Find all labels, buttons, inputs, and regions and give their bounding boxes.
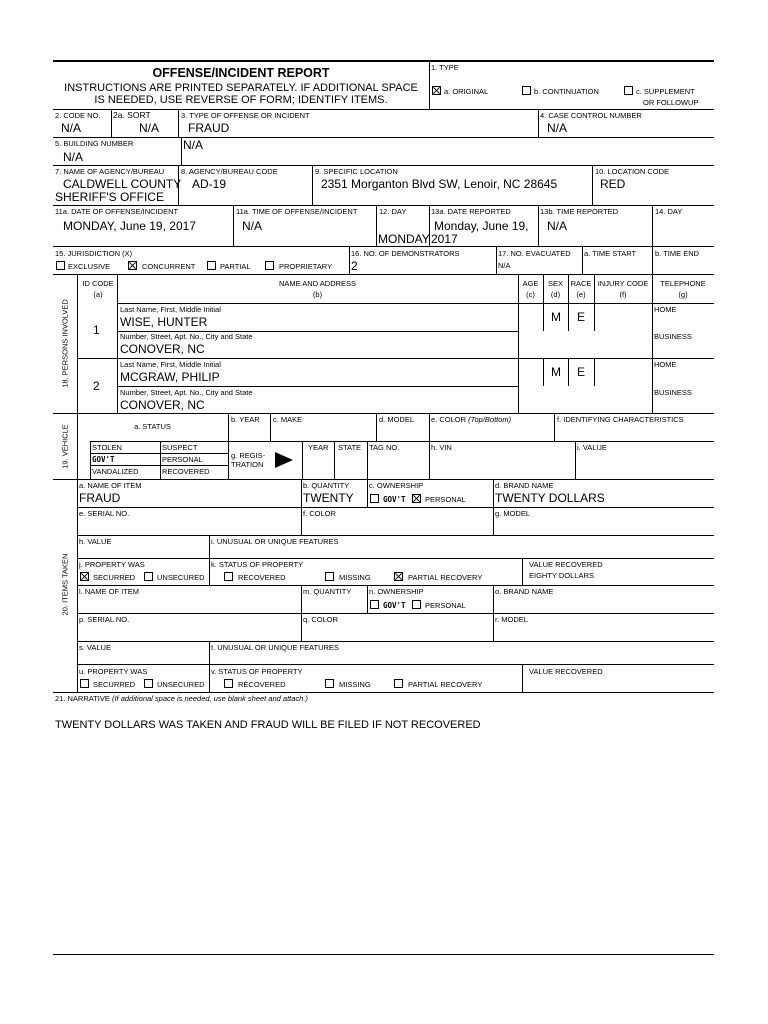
item-color-label: f. COLOR bbox=[303, 509, 336, 518]
location-value[interactable]: 2351 Morganton Blvd SW, Lenoir, NC 28645 bbox=[321, 177, 558, 191]
item2-missing-checkbox[interactable] bbox=[325, 679, 334, 688]
jurisdiction-concurrent-checkbox[interactable] bbox=[128, 261, 137, 270]
age-header: AGE bbox=[522, 279, 539, 288]
item2-property-was-label: u. PROPERTY WAS bbox=[79, 667, 148, 676]
evacuated-value[interactable]: N/A bbox=[498, 261, 511, 270]
sort-value[interactable]: N/A bbox=[139, 121, 160, 135]
person2-business-label: BUSINESS bbox=[654, 388, 692, 397]
agency-label: 7. NAME OF AGENCY/BUREAU bbox=[55, 167, 165, 176]
person2-name-label: Last Name, First, Middle Initial bbox=[120, 360, 221, 369]
vehicle-govt[interactable]: GOV'T bbox=[92, 455, 115, 464]
evacuated-label: 17. NO. EVACUATED bbox=[498, 249, 571, 258]
injury-sub: (f) bbox=[619, 290, 627, 299]
type-continuation-checkbox[interactable] bbox=[522, 86, 531, 95]
person2-address[interactable]: CONOVER, NC bbox=[120, 398, 205, 412]
agency-code-label: 8. AGENCY/BUREAU CODE bbox=[181, 167, 278, 176]
item2-name-label: l. NAME OF ITEM bbox=[79, 587, 139, 596]
time-end-label: b. TIME END bbox=[655, 249, 700, 258]
location-label: 9. SPECIFIC LOCATION bbox=[315, 167, 398, 176]
person1-id[interactable]: 1 bbox=[93, 323, 100, 337]
status-partial-checkbox[interactable] bbox=[394, 572, 403, 581]
time-offense-label: 11a. TIME OF OFFENSE/INCIDENT bbox=[236, 207, 358, 216]
property-secured-label: SECURRED bbox=[93, 573, 136, 582]
item2-quantity-label: m. QUANTITY bbox=[303, 587, 352, 596]
item-ownership-personal-checkbox[interactable] bbox=[412, 494, 421, 503]
age-sub: (c) bbox=[526, 290, 535, 299]
item-model-label: g. MODEL bbox=[495, 509, 531, 518]
page-title: OFFENSE/INCIDENT REPORT bbox=[152, 66, 330, 80]
vehicle-model-label: d. MODEL bbox=[379, 415, 415, 424]
date-offense-value[interactable]: MONDAY, June 19, 2017 bbox=[63, 219, 196, 233]
time-start-label: a. TIME START bbox=[584, 249, 637, 258]
jurisdiction-label: 15. JURISDICTION (X) bbox=[55, 249, 133, 258]
jurisdiction-concurrent-label: CONCURRENT bbox=[142, 262, 196, 271]
date-reported-label: 13a. DATE REPORTED bbox=[431, 207, 511, 216]
property-was-label: j. PROPERTY WAS bbox=[79, 560, 145, 569]
id-code-header: ID CODE bbox=[82, 279, 114, 288]
type-label: 1. TYPE bbox=[431, 63, 459, 72]
item2-value-recovered-label: VALUE RECOVERED bbox=[529, 667, 603, 676]
vehicle-stolen[interactable]: STOLEN bbox=[92, 443, 122, 452]
agency-value-1[interactable]: CALDWELL COUNTY bbox=[63, 177, 182, 191]
narrative-label-note: (If additional space is needed, use blank sheet and attach.) bbox=[111, 694, 308, 703]
jurisdiction-proprietary-checkbox[interactable] bbox=[265, 261, 274, 270]
item2-recovered-label: RECOVERED bbox=[238, 680, 286, 689]
vehicle-color-text: e. COLOR bbox=[431, 415, 469, 424]
vehicle-vin-label: h. VIN bbox=[431, 443, 452, 452]
item-quantity-label: b. QUANTITY bbox=[303, 481, 350, 490]
location-code-label: 10. LOCATION CODE bbox=[595, 167, 670, 176]
item2-ownership-label: n. OWNERSHIP bbox=[369, 587, 424, 596]
vehicle-personal[interactable]: PERSONAL bbox=[162, 455, 203, 464]
item-ownership-govt-label: GOV'T bbox=[383, 495, 406, 504]
day-label: 12. DAY bbox=[379, 207, 407, 216]
item2-recovered-checkbox[interactable] bbox=[224, 679, 233, 688]
case-control-value[interactable]: N/A bbox=[547, 121, 568, 135]
type-supplement-label: c. SUPPLEMENT bbox=[636, 87, 695, 96]
vehicle-recovered[interactable]: RECOVERED bbox=[162, 467, 210, 476]
property-status-label: k. STATUS OF PROPERTY bbox=[211, 560, 304, 569]
persons-section-label: 18. PERSONS INVOLVED bbox=[60, 299, 70, 388]
narrative-label bbox=[55, 695, 308, 703]
building-label: 5. BUILDING NUMBER bbox=[55, 139, 134, 148]
day-value[interactable]: MONDAY bbox=[378, 232, 430, 246]
property-unsecured-checkbox[interactable] bbox=[144, 572, 153, 581]
time-reported-label: 13b. TIME REPORTED bbox=[540, 207, 619, 216]
jurisdiction-proprietary-label: PROPRIETARY bbox=[279, 262, 333, 271]
item2-missing-label: MISSING bbox=[339, 680, 371, 689]
building-extra-value[interactable]: N/A bbox=[183, 138, 204, 152]
telephone-header: TELEPHONE bbox=[660, 279, 706, 288]
item-quantity-value[interactable]: TWENTY bbox=[303, 491, 354, 505]
jurisdiction-partial-checkbox[interactable] bbox=[207, 261, 216, 270]
item2-color-label: q. COLOR bbox=[303, 615, 339, 624]
jurisdiction-partial-label: PARTIAL bbox=[220, 262, 251, 271]
person1-name[interactable]: WISE, HUNTER bbox=[120, 315, 208, 329]
vehicle-make-label: c. MAKE bbox=[273, 415, 303, 424]
person1-name-label: Last Name, First, Middle Initial bbox=[120, 305, 221, 314]
narrative-text[interactable]: TWENTY DOLLARS WAS TAKEN AND FRAUD WILL BE FILED IF NOT RECOVERED bbox=[55, 719, 481, 731]
race-header: RACE bbox=[570, 279, 592, 288]
time-reported-value[interactable]: N/A bbox=[547, 219, 568, 233]
item2-partial-checkbox[interactable] bbox=[394, 679, 403, 688]
location-code-value[interactable]: RED bbox=[600, 177, 626, 191]
demonstrators-value[interactable]: 2 bbox=[351, 259, 358, 273]
vehicle-vandalized[interactable]: VANDALIZED bbox=[92, 467, 139, 476]
vehicle-color-label bbox=[431, 416, 511, 424]
sex-sub: (d) bbox=[550, 290, 561, 299]
item2-model-label: r. MODEL bbox=[495, 615, 528, 624]
item-ownership-personal-label: PERSONAL bbox=[425, 495, 466, 504]
arrow-right-icon bbox=[275, 452, 293, 468]
code-no-value[interactable]: N/A bbox=[61, 121, 82, 135]
item-name-label: a. NAME OF ITEM bbox=[79, 481, 142, 490]
property-unsecured-label: UNSECURED bbox=[157, 573, 205, 582]
instructions-line-1: INSTRUCTIONS ARE PRINTED SEPARATELY. IF ADDITIONAL SPACE bbox=[64, 82, 418, 94]
vehicle-reg-state-label: STATE bbox=[338, 443, 362, 452]
item2-ownership-personal-checkbox[interactable] bbox=[412, 600, 421, 609]
item-ownership-label: c. OWNERSHIP bbox=[369, 481, 424, 490]
item-unusual-label: i. UNUSUAL OR UNIQUE FEATURES bbox=[211, 537, 339, 546]
status-partial-label: PARTIAL RECOVERY bbox=[408, 573, 483, 582]
date-reported-value-1[interactable]: Monday, June 19, bbox=[434, 219, 529, 233]
agency-value-2[interactable]: SHERIFF'S OFFICE bbox=[55, 190, 164, 204]
sex-header: SEX bbox=[547, 279, 563, 288]
vehicle-section-label: 19. VEHICLE bbox=[60, 424, 70, 469]
jurisdiction-exclusive-label: EXCLUSIVE bbox=[68, 262, 111, 271]
item2-ownership-personal-label: PERSONAL bbox=[425, 601, 466, 610]
telephone-sub: (g) bbox=[678, 290, 688, 299]
type-original-label: a. ORIGINAL bbox=[444, 87, 489, 96]
offense-type-value[interactable]: FRAUD bbox=[188, 121, 230, 135]
person1-home-label: HOME bbox=[654, 305, 677, 314]
person2-name[interactable]: MCGRAW, PHILIP bbox=[120, 370, 220, 384]
vehicle-value-label: i. VALUE bbox=[577, 443, 607, 452]
offense-type-label: 3. TYPE OF OFFENSE OR INCIDENT bbox=[181, 111, 310, 120]
name-address-header: NAME AND ADDRESS bbox=[278, 279, 357, 288]
instructions-line-2: IS NEEDED, USE REVERSE OF FORM; IDENTIFY ITEMS. bbox=[94, 94, 388, 106]
item-value-label: h. VALUE bbox=[79, 537, 112, 546]
items-section-label: 20. ITEMS TAKEN bbox=[60, 553, 70, 616]
item2-value-label: s. VALUE bbox=[79, 643, 111, 652]
vehicle-reg-year-label: YEAR bbox=[308, 443, 329, 452]
day14-label: 14. DAY bbox=[655, 207, 683, 216]
item-brand-value[interactable]: TWENTY DOLLARS bbox=[495, 491, 605, 505]
item2-unsecured-label: UNSECURED bbox=[157, 680, 205, 689]
code-no-label: 2. CODE NO. bbox=[55, 111, 101, 120]
person1-address-label: Number, Street, Apt. No., City and State bbox=[120, 332, 253, 341]
item2-brand-label: o. BRAND NAME bbox=[495, 587, 554, 596]
item-serial-label: e. SERIAL NO. bbox=[79, 509, 130, 518]
property-secured-checkbox[interactable] bbox=[80, 572, 89, 581]
item-ownership-govt-checkbox[interactable] bbox=[370, 494, 379, 503]
vehicle-suspect[interactable]: SUSPECT bbox=[162, 443, 198, 452]
type-followup-label: OR FOLLOWUP bbox=[643, 98, 699, 107]
time-offense-value[interactable]: N/A bbox=[242, 219, 263, 233]
item2-unsecured-checkbox[interactable] bbox=[144, 679, 153, 688]
person1-race[interactable]: E bbox=[577, 310, 586, 324]
item2-unusual-label: t. UNUSUAL OR UNIQUE FEATURES bbox=[211, 643, 339, 652]
type-continuation-label: b. CONTINUATION bbox=[534, 87, 599, 96]
injury-header: INJURY CODE bbox=[597, 279, 649, 288]
narrative-label-text: 21. NARRATIVE bbox=[55, 694, 112, 703]
demonstrators-label: 16. NO. OF DEMONSTRATORS bbox=[351, 249, 460, 258]
item2-status-label: v. STATUS OF PROPERTY bbox=[211, 667, 303, 676]
item2-ownership-govt-label: GOV'T bbox=[383, 601, 406, 610]
item2-serial-label: p. SERIAL NO. bbox=[79, 615, 130, 624]
person2-id[interactable]: 2 bbox=[93, 379, 100, 393]
vehicle-registration-label-1: g. REGIS- bbox=[231, 451, 266, 460]
value-recovered-value[interactable]: EIGHTY DOLLARS bbox=[529, 571, 594, 580]
jurisdiction-exclusive-checkbox[interactable] bbox=[56, 261, 65, 270]
type-original-checkbox[interactable] bbox=[432, 86, 441, 95]
item2-ownership-govt-checkbox[interactable] bbox=[370, 600, 379, 609]
item-brand-label: d. BRAND NAME bbox=[495, 481, 554, 490]
building-value[interactable]: N/A bbox=[63, 150, 84, 164]
status-missing-label: MISSING bbox=[339, 573, 371, 582]
person1-sex[interactable]: M bbox=[551, 310, 561, 324]
person2-sex[interactable]: M bbox=[551, 365, 561, 379]
status-missing-checkbox[interactable] bbox=[325, 572, 334, 581]
value-recovered-label: VALUE RECOVERED bbox=[529, 560, 603, 569]
person1-address[interactable]: CONOVER, NC bbox=[120, 342, 205, 356]
item-name-value[interactable]: FRAUD bbox=[79, 491, 121, 505]
vehicle-year-label: b. YEAR bbox=[231, 415, 260, 424]
race-sub: (e) bbox=[576, 290, 586, 299]
vehicle-color-sub: (Top/Bottom) bbox=[468, 415, 512, 424]
vehicle-status-label: a. STATUS bbox=[134, 422, 171, 431]
item2-partial-label: PARTIAL RECOVERY bbox=[408, 680, 483, 689]
sort-label: 2a. SORT bbox=[113, 110, 151, 120]
status-recovered-checkbox[interactable] bbox=[224, 572, 233, 581]
person2-home-label: HOME bbox=[654, 360, 677, 369]
vehicle-tag-label: TAG NO. bbox=[369, 443, 400, 452]
date-reported-value-2[interactable]: 2017 bbox=[431, 232, 458, 246]
agency-code-value[interactable]: AD-19 bbox=[192, 177, 227, 191]
status-recovered-label: RECOVERED bbox=[238, 573, 286, 582]
case-control-label: 4. CASE CONTROL NUMBER bbox=[540, 111, 642, 120]
item2-secured-checkbox[interactable] bbox=[80, 679, 89, 688]
person2-race[interactable]: E bbox=[577, 365, 586, 379]
type-supplement-checkbox[interactable] bbox=[624, 86, 633, 95]
date-offense-label: 11a. DATE OF OFFENSE/INCIDENT bbox=[55, 207, 179, 216]
person2-address-label: Number, Street, Apt. No., City and State bbox=[120, 388, 253, 397]
person1-business-label: BUSINESS bbox=[654, 332, 692, 341]
id-code-sub: (a) bbox=[93, 290, 103, 299]
vehicle-ident-label: f. IDENTIFYING CHARACTERISTICS bbox=[557, 415, 684, 424]
item2-secured-label: SECURRED bbox=[93, 680, 136, 689]
vehicle-registration-label-2: TRATION bbox=[231, 460, 264, 469]
name-address-sub: (b) bbox=[312, 290, 323, 299]
